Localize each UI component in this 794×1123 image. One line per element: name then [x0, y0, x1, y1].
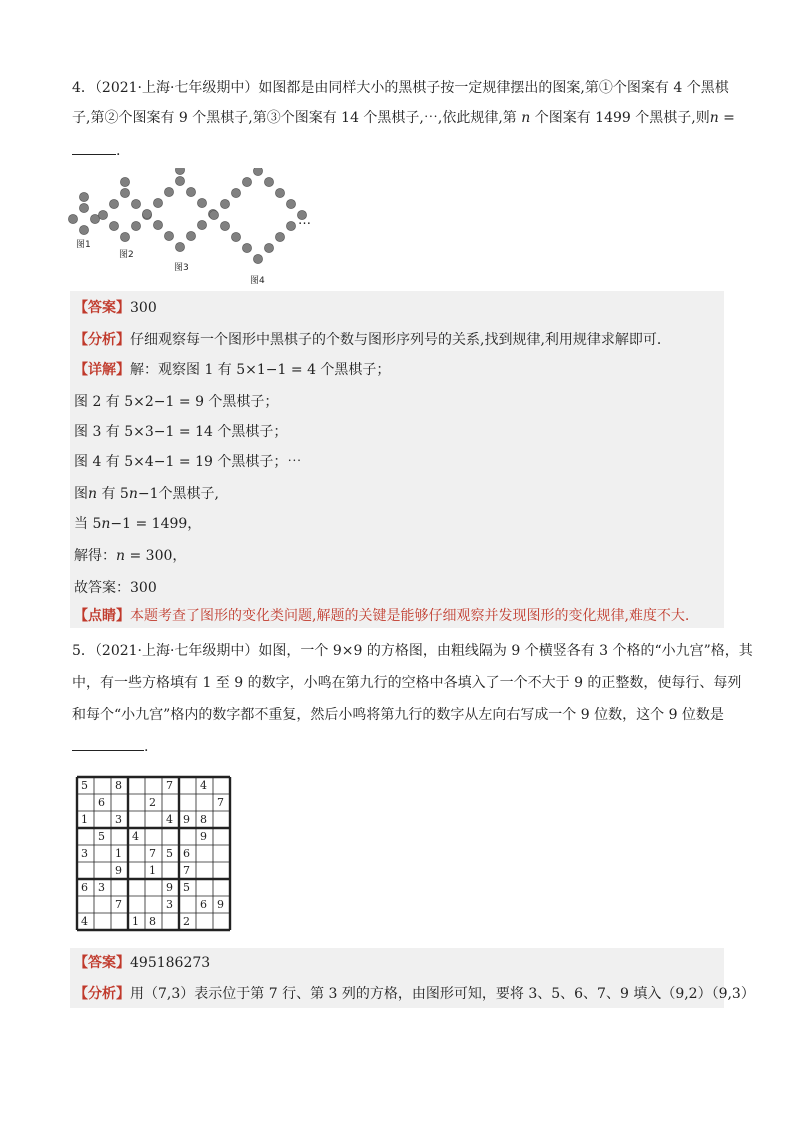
- grid-cell-r9c5: 8: [149, 915, 156, 928]
- grid-cell-r6c3: 9: [115, 864, 122, 877]
- q4-when-a: 当 5: [74, 516, 102, 532]
- stone-fig2-1: [109, 199, 118, 208]
- q4-detail-line-3: 图 3 有 5×3−1 = 14 个黑棋子；: [74, 424, 288, 440]
- q4-final-line: 故答案：300: [74, 580, 157, 596]
- q5-answer-blank: [72, 736, 144, 751]
- grid-cell-r2c9: 7: [217, 796, 224, 809]
- q4-solve-b: = 300，: [125, 548, 187, 564]
- q5-analysis-line: [74, 984, 755, 1004]
- q4-analysis-tag: 【分析】: [74, 332, 130, 348]
- grid-cell-r5c7: 6: [183, 847, 190, 860]
- grid-cell-r1c1: 5: [81, 779, 88, 792]
- grid-cell-r8c6: 3: [166, 898, 173, 911]
- q4-line-2: [72, 108, 735, 128]
- grid-cell-r3c3: 3: [115, 813, 122, 826]
- stone-fig1-1: [79, 203, 88, 212]
- stone-fig3-9: [197, 198, 206, 207]
- grid-numbers: [81, 779, 224, 928]
- q4-general-b: 有 5: [97, 486, 129, 502]
- stone-fig2-0: [98, 210, 107, 219]
- stone-fig4-14: [286, 221, 295, 230]
- q4-general-n: n: [88, 486, 98, 502]
- q4-solve-a: 解得：: [74, 548, 116, 564]
- grid-cell-r3c6: 4: [166, 813, 173, 826]
- grid-cell-r8c9: 9: [217, 898, 224, 911]
- stone-fig4-12: [275, 232, 284, 241]
- q5-line-3: 和每个“小九宫”格内的数字都不重复，然后小鸣将第九行的数字从左向右写成一个 9 位数，这个 9 位数是: [72, 707, 724, 723]
- q4-detail-line-2: 图 2 有 5×2−1 = 9 个黑棋子；: [74, 394, 279, 410]
- q4-general-n-2: n: [128, 486, 138, 502]
- stones-figure: [68, 168, 328, 290]
- q4-solve-n: n: [116, 548, 126, 564]
- stone-fig1-4: [79, 192, 88, 201]
- q4-detail-text-1: 解：观察图 1 有 5×1−1 = 4 个黑棋子；: [130, 362, 391, 378]
- grid-cell-r5c3: 1: [115, 847, 122, 860]
- stone-fig3-4: [164, 231, 173, 240]
- q4-comment-line: [74, 606, 689, 626]
- grid-cell-r3c1: 1: [81, 813, 88, 826]
- sudoku-grid: [75, 775, 233, 933]
- q4-general-c: −1个黑棋子,: [137, 486, 219, 502]
- q4-comment-text: 本题考查了图形的变化类问题,解题的关键是能够仔细观察并发现图形的变化规律,难度不大.: [130, 608, 690, 624]
- stone-fig4-6: [242, 243, 251, 252]
- q5-analysis-text: 用（7,3）表示位于第 7 行、第 3 列的方格，由图形可知，要将 3、5、6、7、9 填入（9,2）（9,3）: [130, 986, 755, 1002]
- stone-fig3-6: [175, 242, 184, 251]
- grid-cell-r8c8: 6: [200, 898, 207, 911]
- q5-answer-line: [74, 953, 210, 973]
- q4-analysis-text: 仔细观察每一个图形中黑棋子的个数与图形序列号的关系,找到规律,利用规律求解即可．: [130, 332, 671, 348]
- q4-answer-block: [70, 291, 724, 628]
- stone-fig4-4: [231, 232, 240, 241]
- q4-when-n: n: [101, 516, 111, 532]
- stone-fig4-10: [264, 243, 273, 252]
- grid-cell-r5c5: 7: [149, 847, 156, 860]
- stone-fig2-8: [120, 177, 129, 186]
- q4-line-2b: 个图案有 1499 个黑棋子,则: [530, 110, 710, 126]
- q4-eq: =: [718, 110, 735, 126]
- stone-fig4-11: [275, 188, 284, 197]
- q4-detail-tag: 【详解】: [74, 362, 130, 378]
- grid-cell-r9c4: 1: [132, 915, 139, 928]
- q4-line-2a: 子,第②个图案有 9 个黑棋子,第③个图案有 14 个黑棋子,⋯,依此规律,第: [72, 110, 522, 126]
- grid-cell-r9c1: 4: [81, 915, 88, 928]
- grid-cell-r7c2: 3: [98, 881, 105, 894]
- q4-comment-tag: 【点睛】: [74, 608, 130, 624]
- q4-answer-line: [74, 298, 157, 318]
- stone-fig2-3: [120, 188, 129, 197]
- stone-fig4-5: [242, 177, 251, 186]
- grid-cell-r4c2: 5: [98, 830, 105, 843]
- grid-cell-r2c2: 6: [98, 796, 105, 809]
- grid-cell-r6c5: 1: [149, 864, 156, 877]
- grid-cell-r8c3: 7: [115, 898, 122, 911]
- q4-line-1: 4．（2021·上海·七年级期中）如图都是由同样大小的黑棋子按一定规律摆出的图案,第①个图案有 4 个黑棋: [72, 80, 729, 96]
- q5-line-1: 5．（2021·上海·七年级期中）如图，一个 9×9 的方格图，由粗线隔为 9 个横竖各有 3 个格的“小九宫”格，其: [72, 643, 753, 659]
- q5-analysis-tag: 【分析】: [74, 986, 130, 1002]
- stone-fig4-7: [253, 168, 262, 176]
- figure-label-4: 图4: [250, 276, 265, 286]
- q4-answer-blank: [72, 140, 116, 155]
- grid-cell-r7c7: 5: [183, 881, 190, 894]
- stone-fig2-4: [120, 232, 129, 241]
- q5-line-4-dot: .: [144, 739, 149, 755]
- grid-cell-r1c3: 8: [115, 779, 122, 792]
- stone-fig1-0: [68, 214, 77, 223]
- stone-fig3-1: [153, 198, 162, 207]
- stone-fig4-13: [286, 199, 295, 208]
- grid-cell-r2c5: 2: [149, 796, 156, 809]
- stone-fig4-8: [253, 254, 262, 263]
- stone-fig4-0: [209, 210, 218, 219]
- grid-cell-r5c6: 5: [166, 847, 173, 860]
- grid-cell-r4c4: 4: [132, 830, 139, 843]
- q4-general-a: 图: [74, 486, 88, 502]
- q4-when-line: [74, 514, 201, 534]
- stone-fig2-6: [131, 221, 140, 230]
- q5-answer-tag: 【答案】: [74, 955, 130, 971]
- q4-detail-line-4: 图 4 有 5×4−1 = 19 个黑棋子；⋯: [74, 454, 302, 470]
- q4-when-b: −1 = 1499，: [110, 516, 202, 532]
- grid-cell-r1c8: 4: [200, 779, 207, 792]
- stone-fig3-12: [175, 168, 184, 175]
- stone-fig3-10: [197, 220, 206, 229]
- grid-cell-r4c8: 9: [200, 830, 207, 843]
- q5-answer-block: [70, 948, 755, 1008]
- grid-cell-r6c7: 7: [183, 864, 190, 877]
- grid-cell-r1c6: 7: [166, 779, 173, 792]
- stones-group: [68, 168, 306, 264]
- q4-answer-tag: 【答案】: [74, 300, 130, 316]
- stone-fig3-7: [186, 187, 195, 196]
- figure-label-1: 图1: [76, 240, 91, 250]
- stone-fig2-2: [109, 221, 118, 230]
- grid-cell-r7c6: 9: [166, 881, 173, 894]
- q5-answer-value: 495186273: [130, 955, 211, 971]
- grid-cell-r5c1: 3: [81, 847, 88, 860]
- figure-label-2: 图2: [119, 250, 134, 260]
- stone-fig3-0: [142, 209, 151, 218]
- q5-line-4: [72, 736, 148, 757]
- grid-cell-r3c7: 9: [183, 813, 190, 826]
- grid-cell-r3c8: 8: [200, 813, 207, 826]
- stone-fig2-5: [131, 199, 140, 208]
- q4-var-n-2: n: [709, 110, 719, 126]
- stone-fig4-1: [220, 199, 229, 208]
- q4-solve-line: [74, 546, 186, 566]
- q4-general-line: [74, 484, 219, 504]
- q4-line-3: [72, 140, 120, 161]
- stone-fig3-3: [164, 187, 173, 196]
- stone-fig3-2: [153, 220, 162, 229]
- q4-analysis-line: [74, 330, 671, 350]
- q4-line-3-dot: .: [116, 143, 121, 159]
- stone-fig4-9: [264, 177, 273, 186]
- stone-fig1-2: [79, 225, 88, 234]
- q4-detail-line-1: [74, 360, 390, 380]
- stone-fig3-5: [175, 176, 184, 185]
- figure-label-3: 图3: [174, 263, 189, 273]
- grid-cell-r7c1: 6: [81, 881, 88, 894]
- q4-var-n: n: [521, 110, 531, 126]
- q4-answer-value: 300: [130, 300, 157, 316]
- q5-line-2: 中，有一些方格填有 1 至 9 的数字，小鸣在第九行的空格中各填入了一个不大于 9 的正整数，使每行、每列: [72, 675, 742, 691]
- figure-ellipsis: …: [298, 213, 311, 228]
- stone-fig3-8: [186, 231, 195, 240]
- grid-cell-r9c7: 2: [183, 915, 190, 928]
- stone-fig4-2: [220, 221, 229, 230]
- stone-fig4-3: [231, 188, 240, 197]
